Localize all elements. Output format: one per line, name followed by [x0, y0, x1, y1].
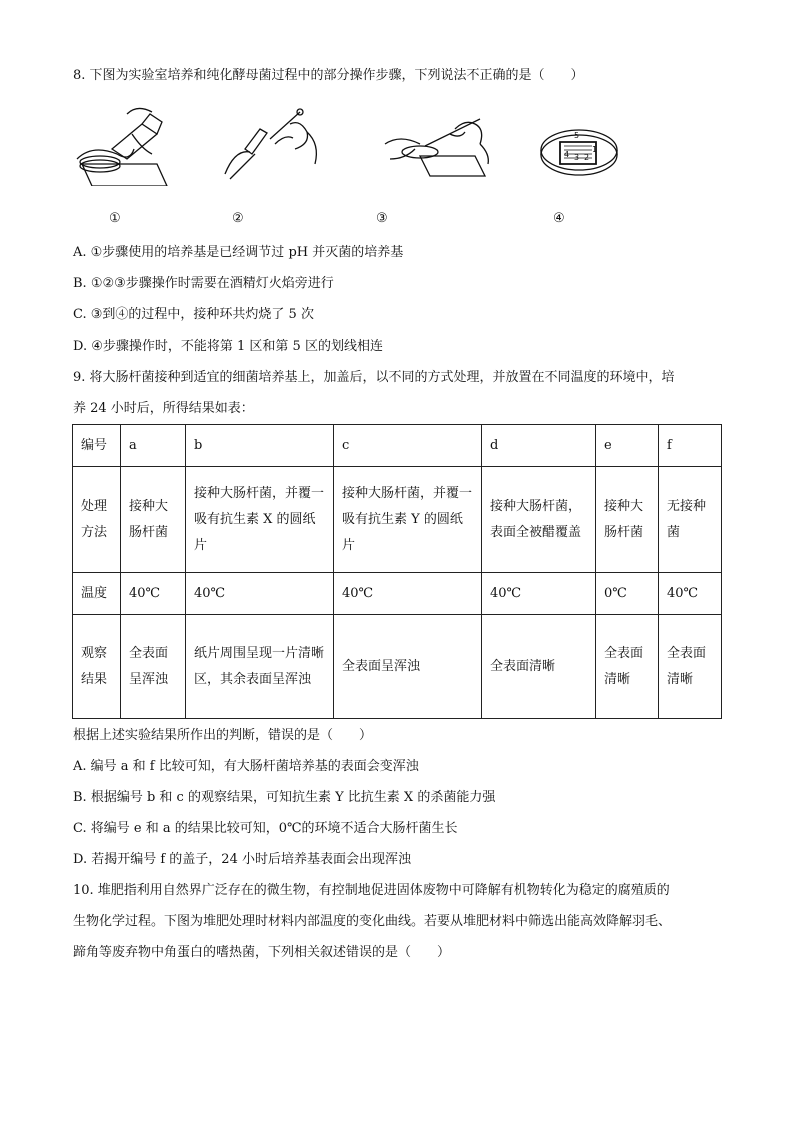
- figure-step-3-streaking: [380, 104, 495, 186]
- table-cell: 全表面呈浑浊: [121, 615, 186, 719]
- table-cell: 接种大肠杆菌，并覆一吸有抗生素 X 的圆纸片: [186, 467, 334, 573]
- table-row-temperature: [73, 573, 722, 615]
- svg-text:2: 2: [584, 153, 590, 162]
- figure-step-4-streaked-plate: [538, 122, 620, 188]
- svg-text:4: 4: [564, 150, 570, 159]
- table-cell: 编号: [73, 425, 121, 467]
- table-cell: b: [186, 425, 334, 467]
- table-cell: 全表面清晰: [482, 615, 596, 719]
- table-cell: 接种大肠杆菌，表面全被醋覆盖: [482, 467, 596, 573]
- q10-stem-line-2: 生物化学过程。下图为堆肥处理时材料内部温度的变化曲线。若要从堆肥材料中筛选出能高效降解羽毛、: [73, 914, 672, 929]
- table-cell: 全表面清晰: [596, 615, 659, 719]
- table-cell: f: [659, 425, 722, 467]
- figure-label-1: ①: [109, 211, 121, 226]
- figure-label-4: ④: [553, 211, 565, 226]
- table-cell: 观察结果: [73, 615, 121, 719]
- table-cell: 无接种菌: [659, 467, 722, 573]
- table-cell: c: [334, 425, 482, 467]
- table-row-treatment: [73, 467, 722, 573]
- table-cell: 接种大肠杆菌: [596, 467, 659, 573]
- table-row-id: [73, 425, 722, 467]
- svg-text:3: 3: [574, 153, 580, 162]
- table-cell: 全表面清晰: [659, 615, 722, 719]
- table-cell: 纸片周围呈现一片清晰区，其余表面呈浑浊: [186, 615, 334, 719]
- table-cell: 接种大肠杆菌，并覆一吸有抗生素 Y 的圆纸片: [334, 467, 482, 573]
- figure-step-2-transfer-from-tube: [215, 104, 325, 186]
- q9-stem-line-1: 9. 将大肠杆菌接种到适宜的细菌培养基上，加盖后，以不同的方式处理，并放置在不同温度的环境中，培: [73, 370, 675, 385]
- table-cell: e: [596, 425, 659, 467]
- q9-question: 根据上述实验结果所作出的判断，错误的是（ ）: [73, 728, 373, 743]
- table-cell: 处理方法: [73, 467, 121, 573]
- table-cell: d: [482, 425, 596, 467]
- figure-label-3: ③: [376, 211, 388, 226]
- q8-option-a: A. ①步骤使用的培养基是已经调节过 pH 并灭菌的培养基: [73, 245, 404, 260]
- table-cell: 40℃: [659, 573, 722, 615]
- table-cell: 40℃: [186, 573, 334, 615]
- table-cell: a: [121, 425, 186, 467]
- q8-option-d: D. ④步骤操作时，不能将第 1 区和第 5 区的划线相连: [73, 339, 383, 354]
- q9-option-b: B. 根据编号 b 和 c 的观察结果，可知抗生素 Y 比抗生素 X 的杀菌能力强: [73, 790, 496, 805]
- q9-stem-line-2: 养 24 小时后，所得结果如表：: [73, 401, 254, 416]
- table-cell: 40℃: [121, 573, 186, 615]
- q9-option-c: C. 将编号 e 和 a 的结果比较可知，0℃的环境不适合大肠杆菌生长: [73, 821, 458, 836]
- q8-option-c: C. ③到④的过程中，接种环共灼烧了 5 次: [73, 307, 314, 322]
- q9-option-d: D. 若揭开编号 f 的盖子，24 小时后培养基表面会出现浑浊: [73, 852, 411, 867]
- table-cell: 温度: [73, 573, 121, 615]
- results-table: [72, 424, 722, 719]
- table-cell: 接种大肠杆菌: [121, 467, 186, 573]
- q10-stem-line-1: 10. 堆肥指利用自然界广泛存在的微生物，有控制地促进固体废物中可降解有机物转化为稳定的腐殖质的: [73, 883, 670, 898]
- figure-step-1-pouring-plate: [72, 104, 172, 186]
- q9-option-a: A. 编号 a 和 f 比较可知，有大肠杆菌培养基的表面会变浑浊: [73, 759, 419, 774]
- table-cell: 全表面呈浑浊: [334, 615, 482, 719]
- table-cell: 0℃: [596, 573, 659, 615]
- table-cell: 40℃: [334, 573, 482, 615]
- table-row-observation: [73, 615, 722, 719]
- q10-stem-line-3: 蹄角等废弃物中角蛋白的嗜热菌，下列相关叙述错误的是（ ）: [73, 945, 451, 960]
- figure-label-2: ②: [232, 211, 244, 226]
- svg-text:1: 1: [592, 145, 598, 154]
- svg-text:5: 5: [574, 131, 580, 140]
- table-cell: 40℃: [482, 573, 596, 615]
- q8-option-b: B. ①②③步骤操作时需要在酒精灯火焰旁进行: [73, 276, 334, 291]
- q8-stem: 8. 下图为实验室培养和纯化酵母菌过程中的部分操作步骤，下列说法不正确的是（ ）: [73, 68, 584, 83]
